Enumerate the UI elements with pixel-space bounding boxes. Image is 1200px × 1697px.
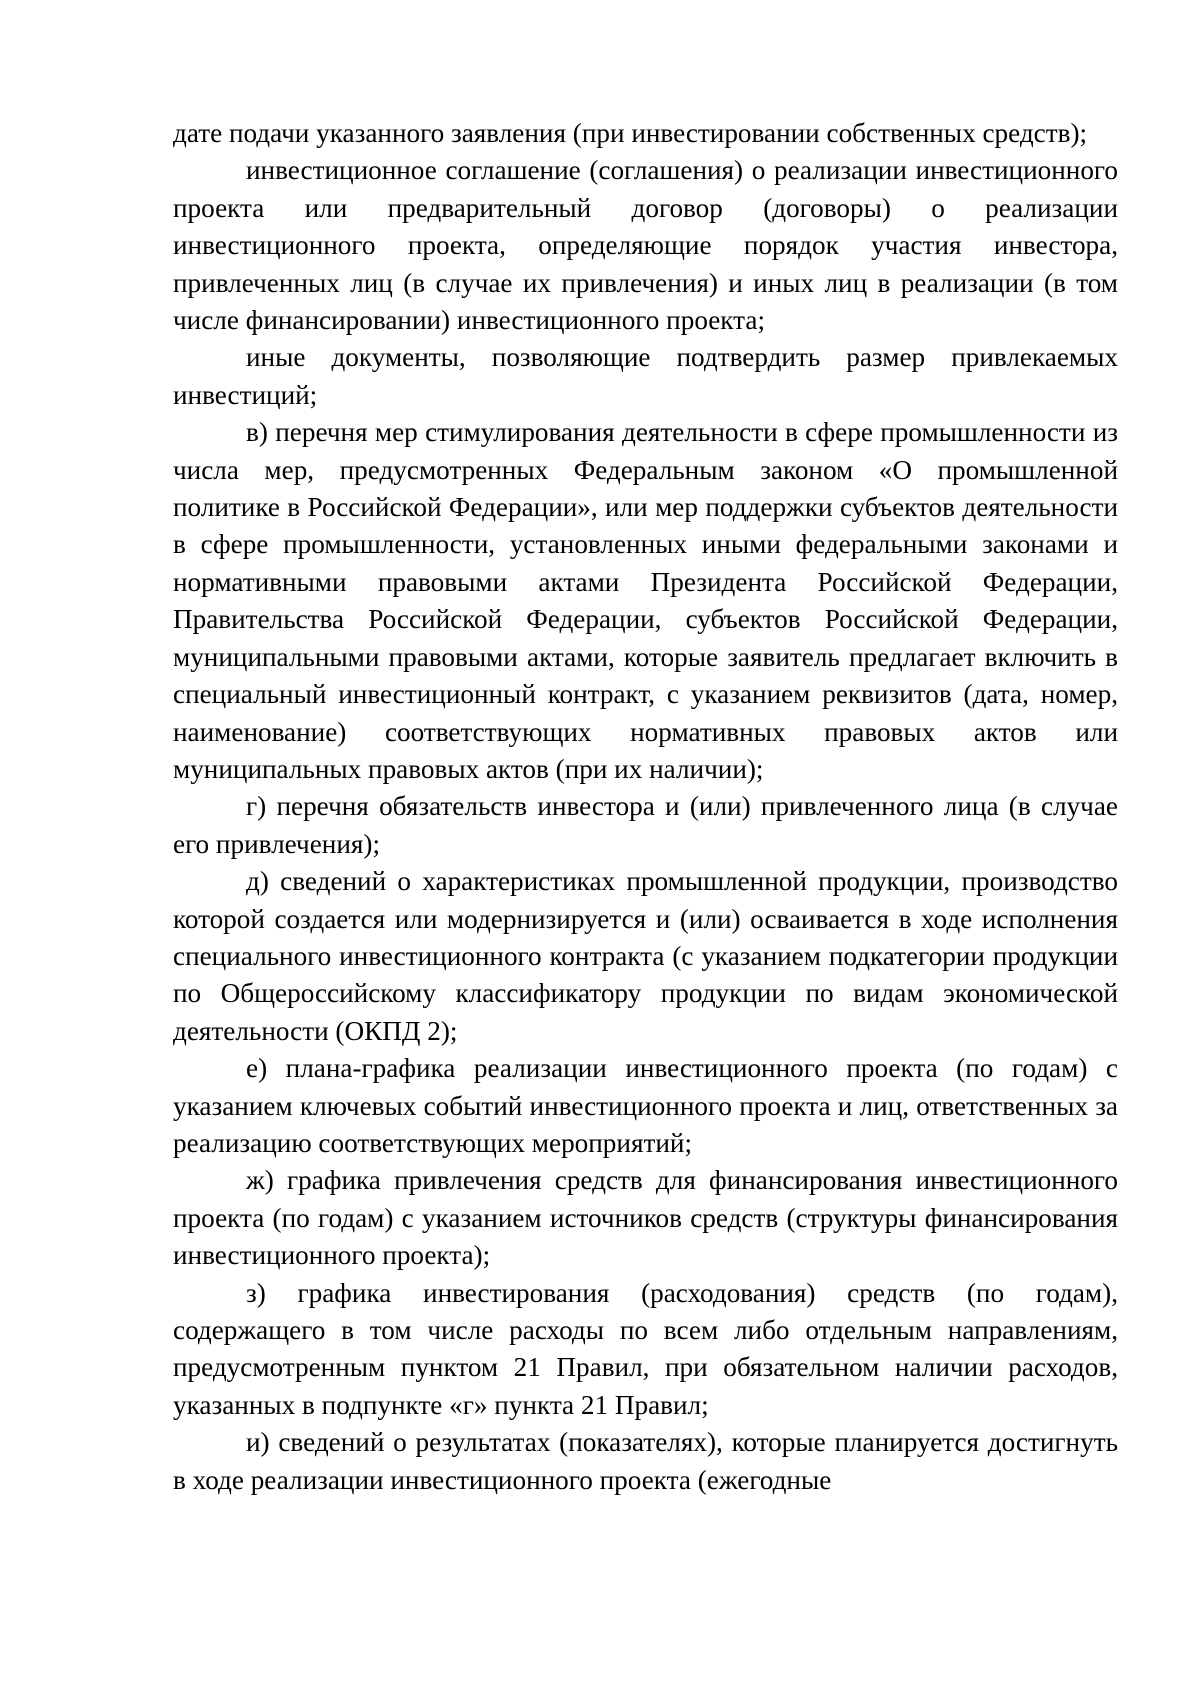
paragraph-item-d-product-characteristics: д) сведений о характеристиках промышленной продукции, производство которой создается или модернизируется и (или) осваивается в ходе исполнения специального инвестиционного контракта (с указанием подкатегории продукции по Общероссийскому классификатору продукции по видам экономической деятельности (ОКПД 2); <box>173 866 1118 1046</box>
paragraph-item-i-results: и) сведений о результатах (показателях), которые планируется достигнуть в ходе реализации инвестиционного проекта (ежегодные <box>173 1427 1118 1495</box>
paragraph-item-v-stimulus-measures: в) перечня мер стимулирования деятельности в сфере промышленности из числа мер, предусмотренных Федеральным законом «О промышленной политике в Российской Федерации», или мер поддержки субъектов деятельности в сфере промышленности, установленных иными федеральными законами и нормативными правовыми актами Президента Российской Федерации, Правительства Российской Федерации, субъектов Российской Федерации, муниципальными правовыми актами, которые заявитель предлагает включить в специальный инвестиционный контракт, с указанием реквизитов (дата, номер, наименование) соответствующих нормативных правовых актов или муниципальных правовых актов (при их наличии); <box>173 417 1118 784</box>
paragraph-item-g-obligations: г) перечня обязательств инвестора и (или) привлеченного лица (в случае его привлечения); <box>173 791 1118 859</box>
paragraph-item-e-schedule: е) плана-графика реализации инвестиционного проекта (по годам) с указанием ключевых событий инвестиционного проекта и лиц, ответственных за реализацию соответствующих мероприятий; <box>173 1053 1118 1158</box>
paragraph-item-z-investment-schedule: з) графика инвестирования (расходования) средств (по годам), содержащего в том числе расходы по всем либо отдельным направлениям, предусмотренным пунктом 21 Правил, при обязательном наличии расходов, указанных в подпункте «г» пункта 21 Правил; <box>173 1277 1118 1420</box>
document-body <box>173 115 1118 1499</box>
paragraph-item-zh-funding-schedule: ж) графика привлечения средств для финансирования инвестиционного проекта (по годам) с указанием источников средств (структуры финансирования инвестиционного проекта); <box>173 1165 1118 1271</box>
paragraph-other-documents: иные документы, позволяющие подтвердить размер привлекаемых инвестиций; <box>173 342 1118 410</box>
paragraph-own-funds-date: дате подачи указанного заявления (при инвестировании собственных средств); <box>173 118 1088 148</box>
paragraph-investment-agreement: инвестиционное соглашение (соглашения) о реализации инвестиционного проекта или предварительный договор (договоры) о реализации инвестиционного проекта, определяющие порядок участия инвестора, привлеченных лиц (в случае их привлечения) и иных лиц в реализации (в том числе финансировании) инвестиционного проекта; <box>173 155 1118 336</box>
